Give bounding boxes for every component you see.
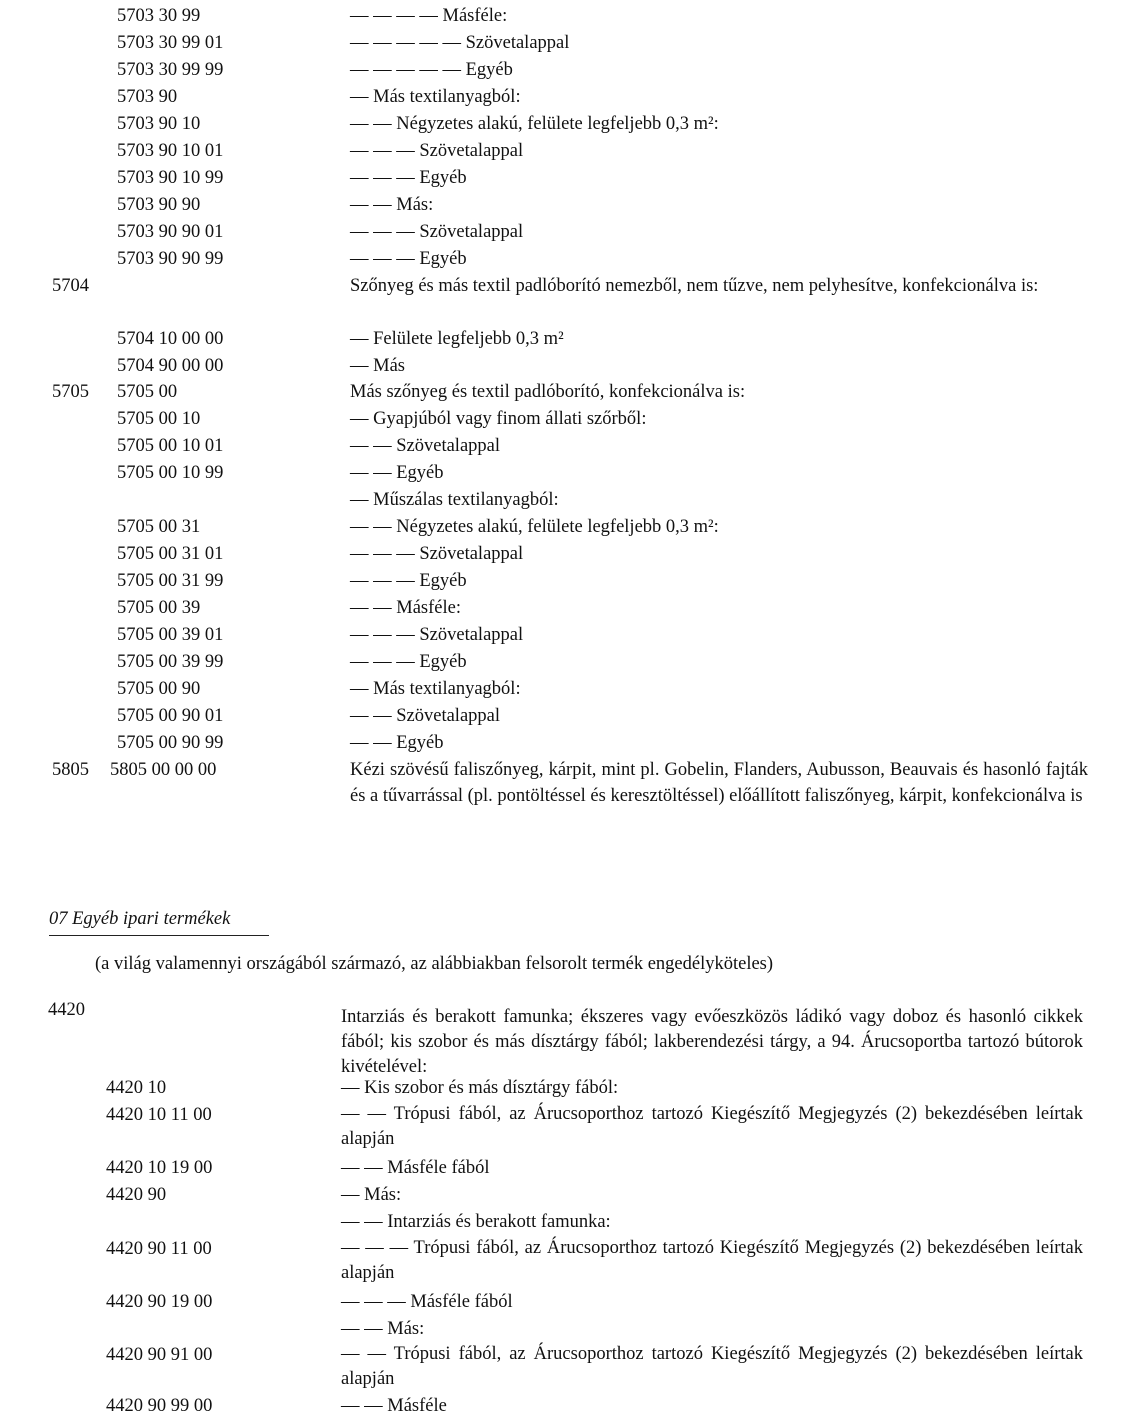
code: 4420 10 — [106, 1078, 167, 1098]
description: — Műszálas textilanyagból: — [350, 490, 559, 510]
description: — — Trópusi fából, az Árucsoporthoz tartozó Kiegészítő Megjegyzés (2) bekezdésében leírtak alapján — [341, 1344, 1083, 1389]
description: — — Más: — [341, 1319, 425, 1339]
description: — — Egyéb — [350, 733, 444, 753]
code: 5705 00 10 — [117, 409, 201, 429]
description: — — — Szövetalappal — [350, 222, 524, 242]
description: — — — Egyéb — [350, 652, 467, 672]
code: 4420 10 11 00 — [106, 1105, 212, 1125]
description: — — Trópusi fából, az Árucsoporthoz tartozó Kiegészítő Megjegyzés (2) bekezdésében leírtak alapján — [341, 1104, 1083, 1149]
code: 5705 00 39 99 — [117, 652, 224, 672]
description: — — Másféle — [341, 1396, 447, 1416]
code: 5703 90 10 01 — [117, 141, 224, 161]
description: — Más — [350, 356, 405, 376]
code: 5705 00 31 99 — [117, 571, 224, 591]
description: — — — Szövetalappal — [350, 625, 524, 645]
description: Intarziás és berakott famunka; ékszeres vagy evőeszközös ládikó vagy doboz és hasonló cikkek fából; kis szobor és más dísztárgy fából; lakberendezési tárgy, a 94. Árucsoportba tartozó bútorok kivételével: — [341, 1007, 1083, 1077]
description: — — — — — Egyéb — [350, 60, 513, 80]
code: 5705 00 39 01 — [117, 625, 224, 645]
description: — — — Egyéb — [350, 168, 467, 188]
description: — — Más: — [350, 195, 434, 215]
code: 5703 90 90 — [117, 195, 201, 215]
code: 4420 90 91 00 — [106, 1345, 213, 1365]
description: — Más textilanyagból: — [350, 87, 521, 107]
description: — — — — — Szövetalappal — [350, 33, 570, 53]
description: Kézi szövésű faliszőnyeg, kárpit, mint pl. Gobelin, Flanders, Aubusson, Beauvais és hasonló fajták és a tűvarrással (pl. pontöltéssel és keresztöltéssel) előállított faliszőnyeg, kárpit, konfekcionálva is — [350, 760, 1088, 806]
code: 5705 00 31 01 — [117, 544, 224, 564]
code: 5705 00 10 01 — [117, 436, 224, 456]
description: — — Négyzetes alakú, felülete legfeljebb 0,3 m²: — [350, 517, 719, 537]
code: 5704 10 00 00 — [117, 329, 224, 349]
description: Szőnyeg és más textil padlóborító nemezből, nem tűzve, nem pelyhesítve, konfekcionálva is: — [350, 276, 1039, 296]
description: — — Szövetalappal — [350, 706, 501, 726]
section-note: (a világ valamennyi országából származó, az alábbiakban felsorolt termék engedélyköteles) — [95, 954, 774, 974]
description: — Gyapjúból vagy finom állati szőrből: — [350, 409, 647, 429]
code: 4420 90 — [106, 1185, 167, 1205]
chapter-code: 5704 — [52, 276, 89, 296]
description: — — — Egyéb — [350, 249, 467, 269]
code: 5705 00 39 — [117, 598, 201, 618]
code: 5705 00 10 99 — [117, 463, 224, 483]
chapter-code: 5805 — [52, 760, 89, 780]
description: — — Szövetalappal — [350, 436, 501, 456]
description: — — — Szövetalappal — [350, 141, 524, 161]
code: 4420 90 99 00 — [106, 1396, 213, 1416]
description: — Felülete legfeljebb 0,3 m² — [350, 329, 564, 349]
description: — — Másféle: — [350, 598, 461, 618]
code: 5703 90 90 99 — [117, 249, 224, 269]
description: — Más textilanyagból: — [350, 679, 521, 699]
code: 5703 30 99 01 — [117, 33, 224, 53]
chapter-code: 4420 — [48, 1000, 85, 1020]
code: 4420 10 19 00 — [106, 1158, 213, 1178]
code: 5704 90 00 00 — [117, 356, 224, 376]
description: — — Egyéb — [350, 463, 444, 483]
description: — — Négyzetes alakú, felülete legfeljebb 0,3 m²: — [350, 114, 719, 134]
description: — — — — Másféle: — [350, 6, 508, 26]
code: 5705 00 31 — [117, 517, 201, 537]
code: 5703 90 10 99 — [117, 168, 224, 188]
description: Más szőnyeg és textil padlóborító, konfekcionálva is: — [350, 382, 746, 402]
description: — — Másféle fából — [341, 1158, 490, 1178]
description: — Más: — [341, 1185, 402, 1205]
description: — — — Trópusi fából, az Árucsoporthoz tartozó Kiegészítő Megjegyzés (2) bekezdésében leírtak alapján — [341, 1238, 1083, 1283]
code: 4420 90 11 00 — [106, 1239, 212, 1259]
code: 5705 00 90 — [117, 679, 201, 699]
section-heading: 07 Egyéb ipari termékek — [49, 909, 231, 929]
description: — Kis szobor és más dísztárgy fából: — [341, 1078, 619, 1098]
code: 5703 30 99 — [117, 6, 201, 26]
heading-underline — [49, 935, 269, 936]
code: 5705 00 90 99 — [117, 733, 224, 753]
code: 5805 00 00 00 — [110, 760, 217, 780]
description: — — — Másféle fából — [341, 1292, 513, 1312]
description: — — — Szövetalappal — [350, 544, 524, 564]
code: 5705 00 90 01 — [117, 706, 224, 726]
code: 5703 90 10 — [117, 114, 201, 134]
code: 4420 90 19 00 — [106, 1292, 213, 1312]
description: — — Intarziás és berakott famunka: — [341, 1212, 611, 1232]
code: 5703 90 — [117, 87, 178, 107]
code: 5703 30 99 99 — [117, 60, 224, 80]
description: — — — Egyéb — [350, 571, 467, 591]
chapter-code: 5705 — [52, 382, 89, 402]
code: 5703 90 90 01 — [117, 222, 224, 242]
code: 5705 00 — [117, 382, 178, 402]
